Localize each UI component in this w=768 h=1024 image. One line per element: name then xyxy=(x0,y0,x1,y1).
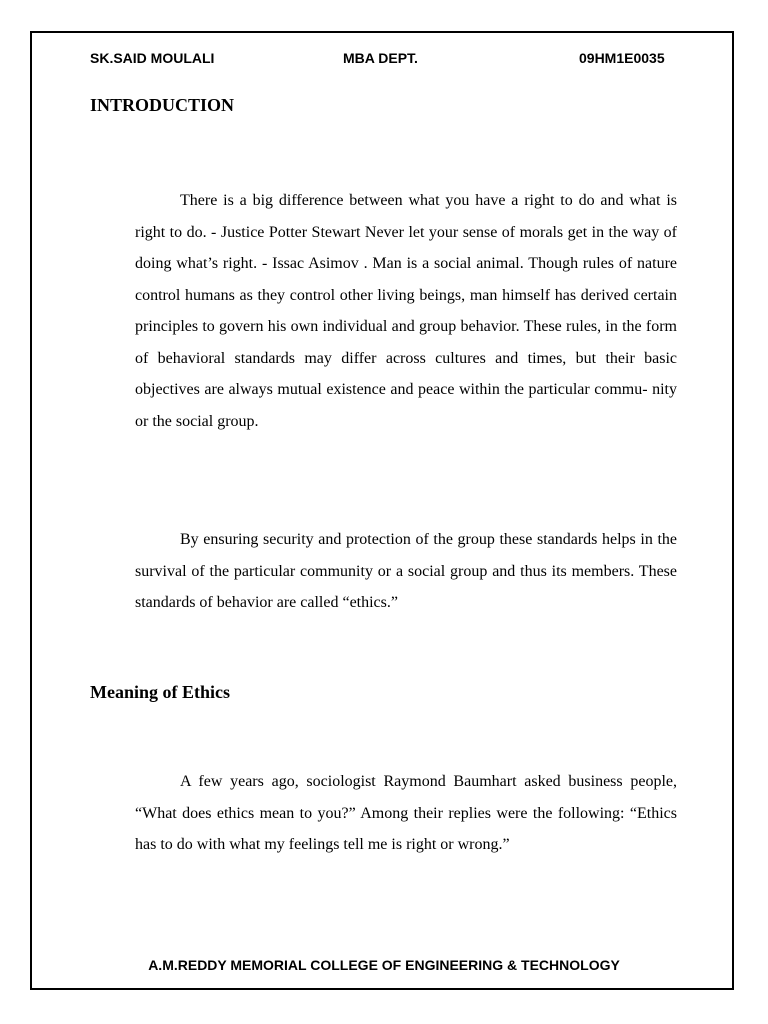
introduction-heading: INTRODUCTION xyxy=(90,95,235,115)
meaning-paragraph-1: A few years ago, sociologist Raymond Baumhart asked business people, “What does ethics mean to you?” Among their replies were the following: “Ethics has to do with what my feelings tell me is right or wrong.” xyxy=(135,773,677,853)
page-footer: A.M.REDDY MEMORIAL COLLEGE OF ENGINEERING & TECHNOLOGY xyxy=(148,957,620,973)
header-roll-number: 09HM1E0035 xyxy=(579,50,665,66)
introduction-paragraph-1: There is a big difference between what you have a right to do and what is right to do. - Justice Potter Stewart Never let your sense of morals get in the way of doing what’s right. - Issac Asimov . Man is a social animal. Though rules of nature control humans as they control other living beings, man himself has derived certain principles to govern his own individual and group behavior. These rules, in the form of behavioral standards may differ across cultures and times, but their basic objectives are always mutual existence and peace within the particular commu- nity or the social group. xyxy=(135,192,677,430)
meaning-of-ethics-heading: Meaning of Ethics xyxy=(90,682,231,702)
header-student-name: SK.SAID MOULALI xyxy=(90,50,215,66)
header-department: MBA DEPT. xyxy=(343,50,418,66)
introduction-paragraph-2: By ensuring security and protection of the group these standards helps in the survival of the particular community or a social group and thus its members. These standards of behavior are called “ethics.” xyxy=(135,531,677,611)
page-header xyxy=(0,50,768,70)
